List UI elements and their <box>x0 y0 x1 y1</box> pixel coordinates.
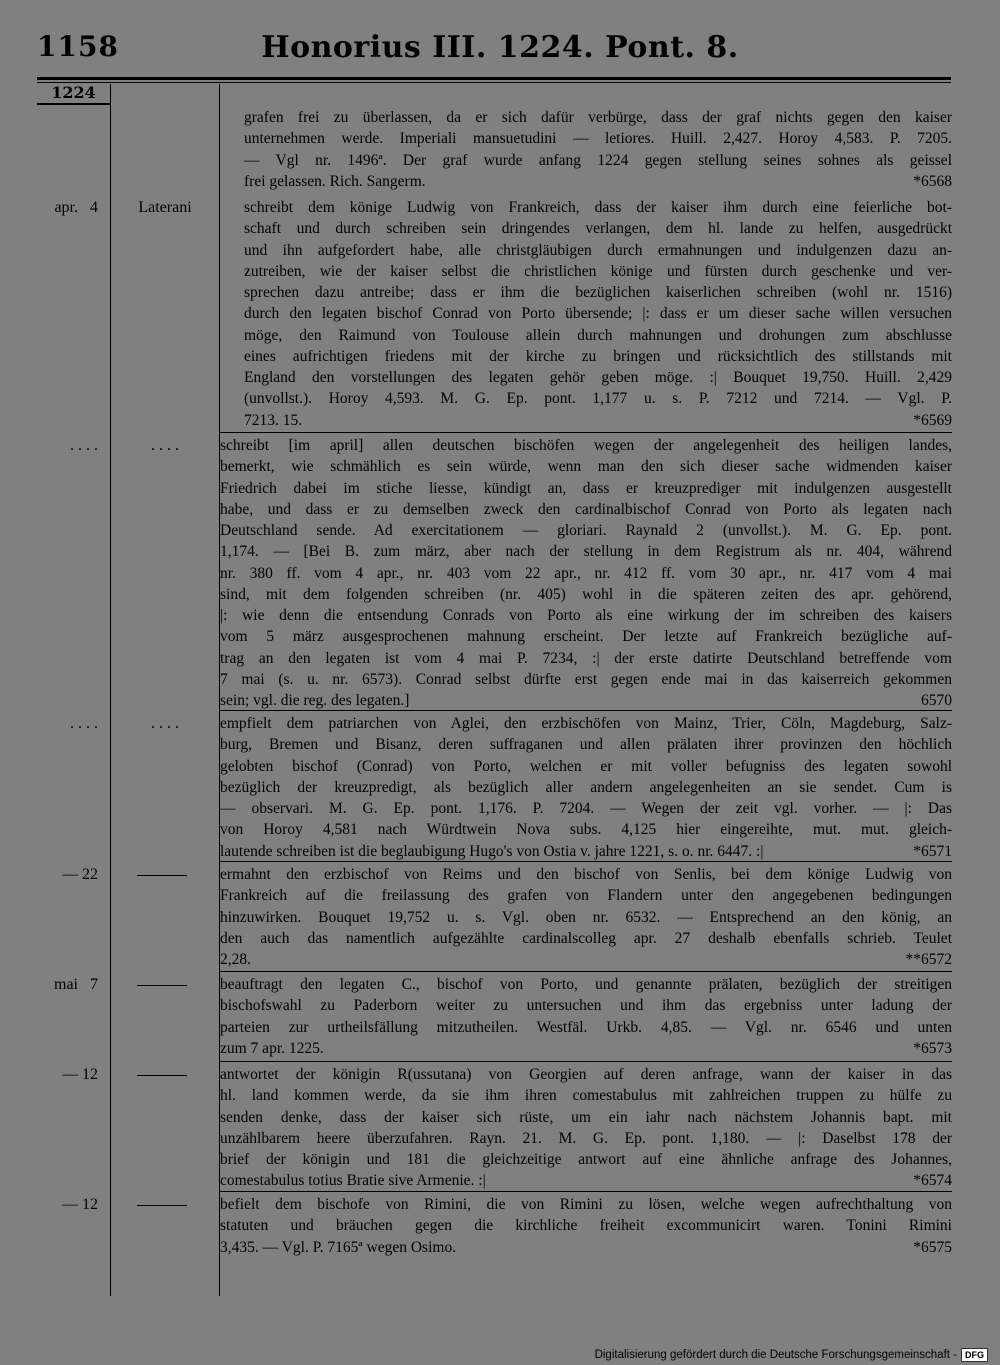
entry-line: lautende schreiben ist die beglaubigung Hugo's von Ostia v. jahre 1221, s. o. nr. 6447. :| <box>220 842 764 860</box>
entry-date: — 22 <box>62 866 98 883</box>
footer-credit: Digitalisierung gefördert durch die Deutsche Forschungsgemeinschaft - <box>594 1349 957 1361</box>
entry-line: grafen frei zu überlassen, da er sich dafür verbürge, dass der graf nichts gegen den kaiser <box>244 109 952 126</box>
year-heading: 1224 <box>51 83 96 102</box>
entry-line: Friedrich dabei im stiche liesse, kündigt an, dass er kreuzprediger mit indulgenzen ausgestellt <box>220 479 952 497</box>
entry-text <box>220 1064 952 1192</box>
entry-line: und ihn aufgefordert habe, alle christgläubigen durch ermahnungen und indulgenzen dazu an- <box>244 241 952 259</box>
entry-text <box>220 435 952 711</box>
entry-line: — Vgl nr. 1496ª. Der graf wurde anfang 1224 gegen stellung seines sohnes als geissel <box>244 151 952 169</box>
entry-date: mai 7 <box>54 976 98 993</box>
entry-line: unternehmen werde. Imperiali mansuetudini — letiores. Huill. 2,427. Horoy 4,583. P. 7205. <box>244 130 952 148</box>
entry-line: Deutschland sende. Ad exercitationem — gloriari. Raynald 2 (unvollst.). M. G. Ep. pont. <box>220 522 952 539</box>
regest-number: *6569 <box>913 411 952 429</box>
regest-number: *6574 <box>913 1172 952 1190</box>
entry-line: ermahnt den erzbischof von Reims und den bischof von Senlis, bei dem könige Ludwig von <box>220 866 952 883</box>
entry-text <box>244 107 952 192</box>
entry-separator <box>220 1061 952 1062</box>
entry-line: sind, mit dem folgenden schreiben (nr. 405) wohl in die späteren zeiten des apr. gehörend, <box>220 585 952 603</box>
place-ditto-dash <box>137 1075 187 1076</box>
entry-line: parteien zur urtheilsfällung mitzutheilen. Westfäl. Urkb. 4,85. — Vgl. nr. 6546 und unten <box>220 1018 952 1036</box>
entry-line: gelobten bischof (Conrad) von Porto, welchen er mit voller befugniss des legaten sowohl <box>220 757 952 775</box>
entry-line: 1,174. — [Bei B. zum märz, aber nach der stellung in dem Registrum als nr. 404, während <box>220 543 952 561</box>
entry-line: zutreiben, wie der kaiser selbst die christlichen könige und fürsten durch geschenke und ver- <box>244 262 952 280</box>
entry-line: burg, Bremen und Bisanz, deren suffraganen und allen prälaten ihrer provinzen den höchlich <box>220 736 952 754</box>
entry-line: schreibt dem könige Ludwig von Frankreich, dass der kaiser ihm durch eine feierliche bot- <box>244 199 952 216</box>
entry-place: . . . . <box>151 437 179 454</box>
entry-text <box>244 197 952 431</box>
entry-place: . . . . <box>151 715 179 732</box>
regest-number: *6573 <box>913 1039 952 1057</box>
column-divider-date <box>110 84 111 1296</box>
regest-number: 6570 <box>921 692 952 709</box>
entry-date: — 12 <box>62 1066 98 1083</box>
entry-line: möge, den Raimund von Toulouse allein durch mahnungen und drohungen zum abschlusse <box>244 326 952 344</box>
place-ditto-dash <box>137 985 187 986</box>
entry-line: brief der königin und 181 die gleichzeitige antwort auf eine ähnliche anfrage des Johannes, <box>220 1151 952 1168</box>
entry-text <box>220 1194 952 1258</box>
entry-line: empfielt dem patriarchen von Aglei, den erzbischöfen von Mainz, Trier, Cöln, Magdeburg, Salz- <box>220 715 952 732</box>
header-rule <box>37 77 951 80</box>
entry-line: |: wie denn die entsendung Conrads von Porto als eine wirkung der im schreiben des kaisers <box>220 607 952 624</box>
entry-text <box>220 713 952 862</box>
entry-line: eines aufrichtigen friedens mit der kirche zu bringen und rücksichtlich des stillstands mit <box>244 347 952 365</box>
header-rule-thin <box>37 82 951 83</box>
entry-date: — 12 <box>62 1196 98 1213</box>
entry-text <box>220 864 952 970</box>
entry-line: schaft und durch schreiben sein dringendes verlangen, dem hl. lande zu helfen, ausgedrückt <box>244 220 952 238</box>
entry-line: bezüglich der kreuzpredigt, als bezüglich aller andern angelegenheiten an sie sendet. Cum is <box>220 778 952 796</box>
page-header <box>0 0 1000 78</box>
entry-line: antwortet der königin R(ussutana) von Georgien auf deren anfrage, wann der kaiser in das <box>220 1066 952 1083</box>
entry-line: hl. land kommen werde, da sie ihm ihren comestabulus mit zahlreichen truppen zu hülfe zu <box>220 1087 952 1105</box>
entry-line: Frankreich auf die freilassung des grafen von Flandern unter den angegebenen bedingungen <box>220 887 952 905</box>
entry-date: . . . . <box>70 437 98 454</box>
entry-line: hinzuwirken. Bouquet 19,752 u. s. Vgl. oben nr. 6532. — Entsprechend an den könig, an <box>220 908 952 926</box>
dfg-logo-icon: DFG <box>961 1348 988 1362</box>
entry-line: zum 7 apr. 1225. <box>220 1039 324 1057</box>
entry-separator <box>220 971 952 972</box>
entry-line: (unvollst.). Horoy 4,593. M. G. Ep. pont. 1,177 u. s. P. 7212 und 7214. — Vgl. P. <box>244 390 952 408</box>
entry-line: von Horoy 4,581 nach Würdtwein Nova subs. 4,125 hier eingereihte, mut. mut. gleich- <box>220 821 952 839</box>
entry-line: 2,28. <box>220 951 251 968</box>
entry-separator <box>220 861 952 862</box>
place-ditto-dash <box>137 875 187 876</box>
running-title: Honorius III. 1224. Pont. 8. <box>261 30 739 65</box>
entry-line: den auch das namentlich aufgezählte cardinalscolleg apr. 27 deshalb ebenfalls schrieb. Teulet <box>220 929 952 947</box>
entry-separator <box>220 710 952 711</box>
entry-line: bischofswahl zu Paderborn weiter zu untersuchen und ihm das ergebniss unter ladung der <box>220 997 952 1015</box>
entry-line: durch den legaten bischof Conrad von Porto übersende; |: dass er um dieser sache willen versuchen <box>244 305 952 323</box>
regest-number: *6568 <box>913 172 952 190</box>
entry-line: comestabulus totius Bratie sive Armenie. :| <box>220 1172 486 1190</box>
entry-date: apr. 4 <box>54 199 98 216</box>
entry-date: . . . . <box>70 715 98 732</box>
regest-number: *6571 <box>913 842 952 860</box>
entry-line: unzählbarem heere überzufahren. Rayn. 21. M. G. Ep. pont. 1,180. — |: Daselbst 178 der <box>220 1129 952 1147</box>
entry-line: sprechen dazu antreibe; dass er ihm die bezüglichen kaiserlichen schreiben (wohl nr. 1516) <box>244 284 952 301</box>
entry-line: statuten und bräuchen gegen die kirchliche freiheit excommunicirt waren. Tonini Rimini <box>220 1217 952 1235</box>
entry-line: vom 5 märz ausgesprochenen mahnung erscheint. Der letzte auf Frankreich bezügliche auf- <box>220 628 952 646</box>
entry-line: sein; vgl. die reg. des legaten.] <box>220 692 410 709</box>
entry-line: nr. 380 ff. vom 4 apr., nr. 403 vom 22 apr., nr. 412 ff. vom 30 apr., nr. 417 vom 4 mai <box>220 564 952 582</box>
entry-line: bemerkt, wie schmählich es sein würde, wenn man den sich dieser sache widmenden kaiser <box>220 458 952 476</box>
entry-line: schreibt [im april] allen deutschen bischöfen wegen der angelegenheit des heiligen landes, <box>220 437 952 454</box>
entry-line: 7 mai (s. u. nr. 6573). Conrad selbst dürfte erst gegen ende mai in das kaiserreich gekommen <box>220 670 952 688</box>
place-ditto-dash <box>137 1205 187 1206</box>
entry-line: 7213. 15. <box>244 411 303 429</box>
entry-separator <box>220 1191 952 1192</box>
year-underline <box>37 103 110 105</box>
entry-line: beauftragt den legaten C., bischof von Porto, und genannte prälaten, bezüglich der streitigen <box>220 976 952 993</box>
entry-line: senden denke, dass der kaiser sich rüste, um ein iahr nach nächstem Johannis bapt. mit <box>220 1108 952 1126</box>
entry-line: frei gelassen. Rich. Sangerm. <box>244 172 426 190</box>
entry-line: England den vorstellungen des legaten gehör geben möge. :| Bouquet 19,750. Huill. 2,429 <box>244 369 952 386</box>
entry-separator <box>220 432 952 433</box>
entry-line: 3,435. — Vgl. P. 7165ª wegen Osimo. <box>220 1238 457 1256</box>
regest-number: *6575 <box>913 1238 952 1256</box>
page-number: 1158 <box>37 30 119 63</box>
entry-line: trag an den legaten ist vom 4 mai P. 7234, :| der erste datirte Deutschland betreffende vom <box>220 649 952 667</box>
entry-place: Laterani <box>138 199 192 216</box>
regest-number: **6572 <box>905 951 952 968</box>
entry-line: habe, und dass er zu demselben zweck den cardinalbischof Conrad von Porto als legaten nach <box>220 500 952 518</box>
entry-line: befielt dem bischofe von Rimini, die von Rimini zu lösen, welche wegen aufrechthaltung von <box>220 1196 952 1213</box>
entry-line: — observari. M. G. Ep. pont. 1,176. P. 7204. — Wegen der zeit vgl. vorher. — |: Das <box>220 800 952 817</box>
entry-text <box>220 974 952 1059</box>
footer <box>595 1348 988 1362</box>
